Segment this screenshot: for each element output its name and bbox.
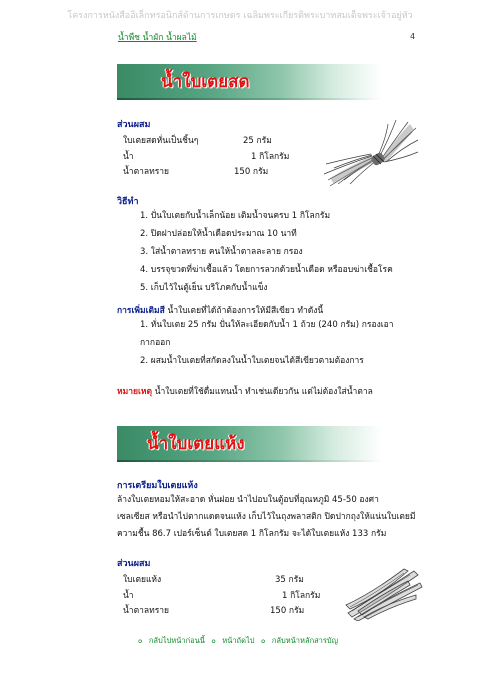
footer-bullet: ๐ xyxy=(211,636,216,645)
ingredients-heading-dried: ส่วนผสม xyxy=(117,559,151,569)
page-number: 4 xyxy=(410,32,416,41)
color-steps xyxy=(140,316,394,370)
ingredient-qty: 150 กรัม xyxy=(270,606,305,616)
footer-bullet: ๐ xyxy=(137,636,143,645)
ingredient-qty: 1 กิโลกรัม xyxy=(251,152,290,162)
note-text: น้ำใบเตยที่ใช้ดื่มแทนน้ำ ทำเช่นเดียวกัน แต่ไม่ต้องใส่น้ำตาล xyxy=(152,387,373,397)
ingredient-name: น้ำตาลทราย xyxy=(123,167,170,177)
color-step: 1. หั่นใบเตย 25 กรัม ปั่นให้ละเอียดกับน้ำ 1 ถ้วย (240 กรัม) กรองเอา xyxy=(140,320,394,330)
footer-nav xyxy=(0,635,480,647)
method-step: 4. บรรจุขวดที่ฆ่าเชื้อแล้ว โดยการลวกด้วยน้ำเดือด หรืออบฆ่าเชื้อโรค xyxy=(140,265,393,275)
section-title-dried: น้ำใบเตยแห้ง xyxy=(147,434,245,454)
color-step: 2. ผสมน้ำใบเตยที่สกัดลงในน้ำใบเตยจนได้สีเขียวตามต้องการ xyxy=(140,356,364,366)
ingredient-name: ใบเตยสดหั่นเป็นชิ้นๆ xyxy=(123,136,199,146)
method-heading: วิธีทำ xyxy=(117,197,139,207)
method-step: 2. ปิดฝาปล่อยให้น้ำเดือดประมาณ 10 นาที xyxy=(140,229,297,239)
prev-page-link[interactable]: กลับไปหน้าก่อนนี้ xyxy=(148,636,205,645)
prep-paragraph xyxy=(117,492,417,543)
next-page-link[interactable]: หน้าถัดไป xyxy=(222,636,255,645)
dried-pandan-illustration xyxy=(344,563,424,621)
prep-line: ล้างใบเตยหอมให้สะอาด หั่นฝอย นำไปอบในตู้อบที่อุณหภูมิ 45-50 องศา xyxy=(117,495,379,505)
prep-line: เซลเซียส หรือนำไปตากแดดจนแห้ง เก็บไว้ในถุงพลาสติก ปิดปากถุงให้แน่นใบเตยมี xyxy=(117,512,416,522)
prep-line: ความชื้น 86.7 เปอร์เซ็นต์ ใบเตยสด 1 กิโลกรัม จะได้ใบเตยแห้ง 133 กรัม xyxy=(117,529,387,539)
ingredients-heading: ส่วนผสม xyxy=(117,120,151,130)
color-paragraph xyxy=(117,303,323,317)
note-label: หมายเหตุ xyxy=(117,387,152,397)
ingredient-name: ใบเตยแห้ง xyxy=(123,575,162,585)
note-paragraph xyxy=(117,384,373,398)
color-step: กากออก xyxy=(140,338,171,348)
ingredient-name: น้ำ xyxy=(123,591,134,601)
section-title-fresh: น้ำใบเตยสด xyxy=(161,72,250,92)
method-step: 1. ปั่นใบเตยกับน้ำเล็กน้อย เติมน้ำจนครบ 1 กิโลกรัม xyxy=(140,211,331,221)
color-intro: น้ำใบเตยที่ได้ถ้าต้องการให้มีสีเขียว ทำดังนี้ xyxy=(164,306,324,316)
method-step: 5. เก็บไว้ในตู้เย็น บริโภคกับน้ำแข็ง xyxy=(140,283,268,293)
prep-heading: การเตรียมใบเตยแห้ง xyxy=(117,481,198,491)
method-steps xyxy=(140,207,393,297)
toc-link[interactable]: กลับหน้าหลักสารบัญ xyxy=(271,636,339,645)
ingredient-name: น้ำ xyxy=(123,152,134,162)
ingredient-qty: 35 กรัม xyxy=(275,575,304,585)
color-heading: การเพิ่มเติมสี xyxy=(117,306,165,316)
section-banner-dried xyxy=(117,426,382,460)
footer-bullet: ๐ xyxy=(260,636,266,645)
method-step: 3. ใส่น้ำตาลทราย คนให้น้ำตาลละลาย กรอง xyxy=(140,247,303,257)
ingredient-qty: 1 กิโลกรัม xyxy=(282,591,321,601)
category-link[interactable]: น้ำพืช น้ำผัก น้ำผลไม้ xyxy=(118,33,197,43)
pandan-bundle-illustration xyxy=(320,118,420,190)
ingredient-name: น้ำตาลทราย xyxy=(123,606,170,616)
section-banner-fresh xyxy=(117,64,382,98)
ingredient-qty: 25 กรัม xyxy=(243,136,272,146)
running-header: โครงการหนังสืออิเล็กทรอนิกส์ด้านการเกษตร เฉลิมพระเกียรติพระบาทสมเด็จพระเจ้าอยู่หัว xyxy=(67,11,413,21)
ingredient-qty: 150 กรัม xyxy=(234,167,269,177)
